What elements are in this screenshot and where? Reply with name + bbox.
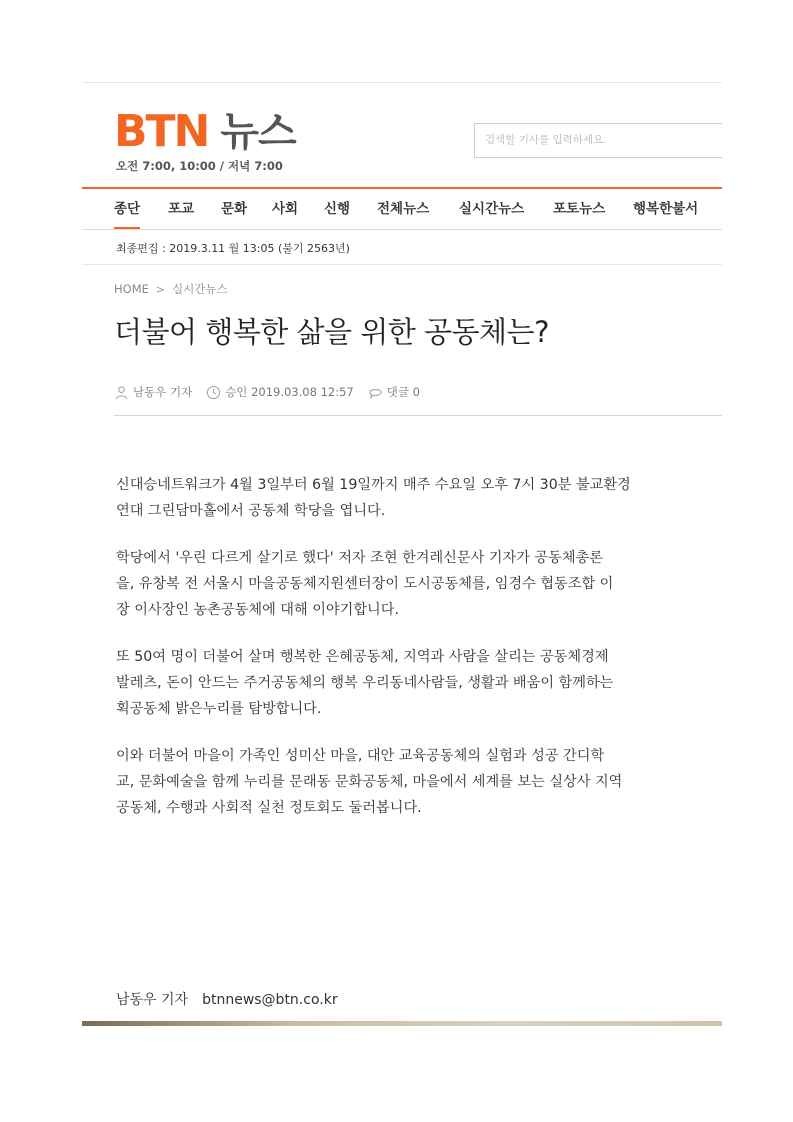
search-input[interactable]: 검색할 기사를 입력하세요. [474, 123, 722, 158]
body-line: 교, 문화예술을 함께 누리를 문래동 문화공동체, 마을에서 세계를 보는 실상사 지역 [116, 774, 623, 790]
comment-icon [368, 385, 383, 400]
paragraph [116, 545, 722, 623]
author-name: 남동우 기자 [133, 385, 193, 399]
breadcrumb [114, 281, 228, 297]
chevron-right-icon: > [155, 282, 166, 296]
article-title: 더불어 행복한 삶을 위한 공동체는? [114, 315, 549, 349]
article-page [82, 82, 722, 1027]
nav-item-realtime-news[interactable]: 실시간뉴스 [459, 201, 525, 217]
edition-times: 오전 7:00, 10:00 / 저녁 7:00 [116, 159, 283, 173]
main-nav [82, 187, 722, 230]
body-line: 발레츠, 돈이 안드는 주거공동체의 행복 우리동네사람들, 생활과 배움이 함께하는 [116, 675, 614, 691]
nav-item-munhwa[interactable]: 문화 [221, 201, 248, 217]
body-line: 신대승네트워크가 4월 3일부터 6월 19일까지 매주 수요일 오후 7시 30분 불교환경 [116, 477, 631, 493]
body-line: 을, 유창복 전 서울시 마을공동체지원센터장이 도시공동체를, 임경수 협동조합 이 [116, 576, 614, 592]
byline [116, 989, 338, 1009]
paragraph [116, 743, 722, 821]
paragraph [116, 644, 722, 722]
breadcrumb-section[interactable]: 실시간뉴스 [172, 282, 228, 296]
body-line: 공동체, 수행과 사회적 실천 정토회도 둘러봅니다. [116, 800, 422, 816]
nav-item-sinhaeng[interactable]: 신행 [324, 201, 351, 217]
body-line: 이와 더불어 마을이 가족인 성미산 마을, 대안 교육공동체의 실험과 성공 간디학 [116, 748, 605, 764]
article-meta [114, 384, 434, 400]
article-body [116, 472, 722, 842]
body-line: 또 50여 명이 더불어 살며 행복한 은혜공동체, 지역과 사람을 살리는 공동체경제 [116, 649, 609, 665]
byline-name: 남동우 기자 [116, 992, 189, 1008]
comment-count[interactable]: 댓글 0 [386, 385, 420, 399]
nav-item-sahoe[interactable]: 사회 [272, 201, 299, 217]
clock-icon [206, 385, 221, 400]
paragraph [116, 472, 722, 524]
meta-divider [114, 415, 722, 416]
approved-time: 승인 2019.03.08 12:57 [225, 385, 354, 399]
site-logo[interactable] [114, 106, 296, 157]
divider [82, 264, 722, 265]
logo-brand: BTN [114, 106, 209, 157]
body-line: 획공동체 밝은누리를 탐방합니다. [116, 701, 322, 717]
body-line: 학당에서 '우린 다르게 살기로 했다' 저자 조현 한겨레신문사 기자가 공동체총론 [116, 550, 603, 566]
user-icon [114, 385, 129, 400]
breadcrumb-home[interactable]: HOME [114, 282, 149, 296]
nav-item-jongdan[interactable]: 종단 [114, 189, 140, 229]
nav-item-photo-news[interactable]: 포토뉴스 [553, 201, 606, 217]
body-line: 장 이사장인 농촌공동체에 대해 이야기합니다. [116, 602, 399, 618]
nav-item-all-news[interactable]: 전체뉴스 [377, 201, 430, 217]
nav-item-pogyo[interactable]: 포교 [168, 201, 195, 217]
body-line: 연대 그린담마홀에서 공동체 학당을 엽니다. [116, 503, 386, 519]
last-updated: 최종편집 : 2019.3.11 월 13:05 (불기 2563년) [116, 242, 350, 255]
logo-news: 뉴스 [220, 109, 296, 155]
bottom-image-strip [82, 1021, 722, 1026]
nav-item-books[interactable]: 행복한불서 [633, 201, 699, 217]
top-divider [82, 82, 722, 83]
byline-email[interactable]: btnnews@btn.co.kr [202, 992, 338, 1008]
